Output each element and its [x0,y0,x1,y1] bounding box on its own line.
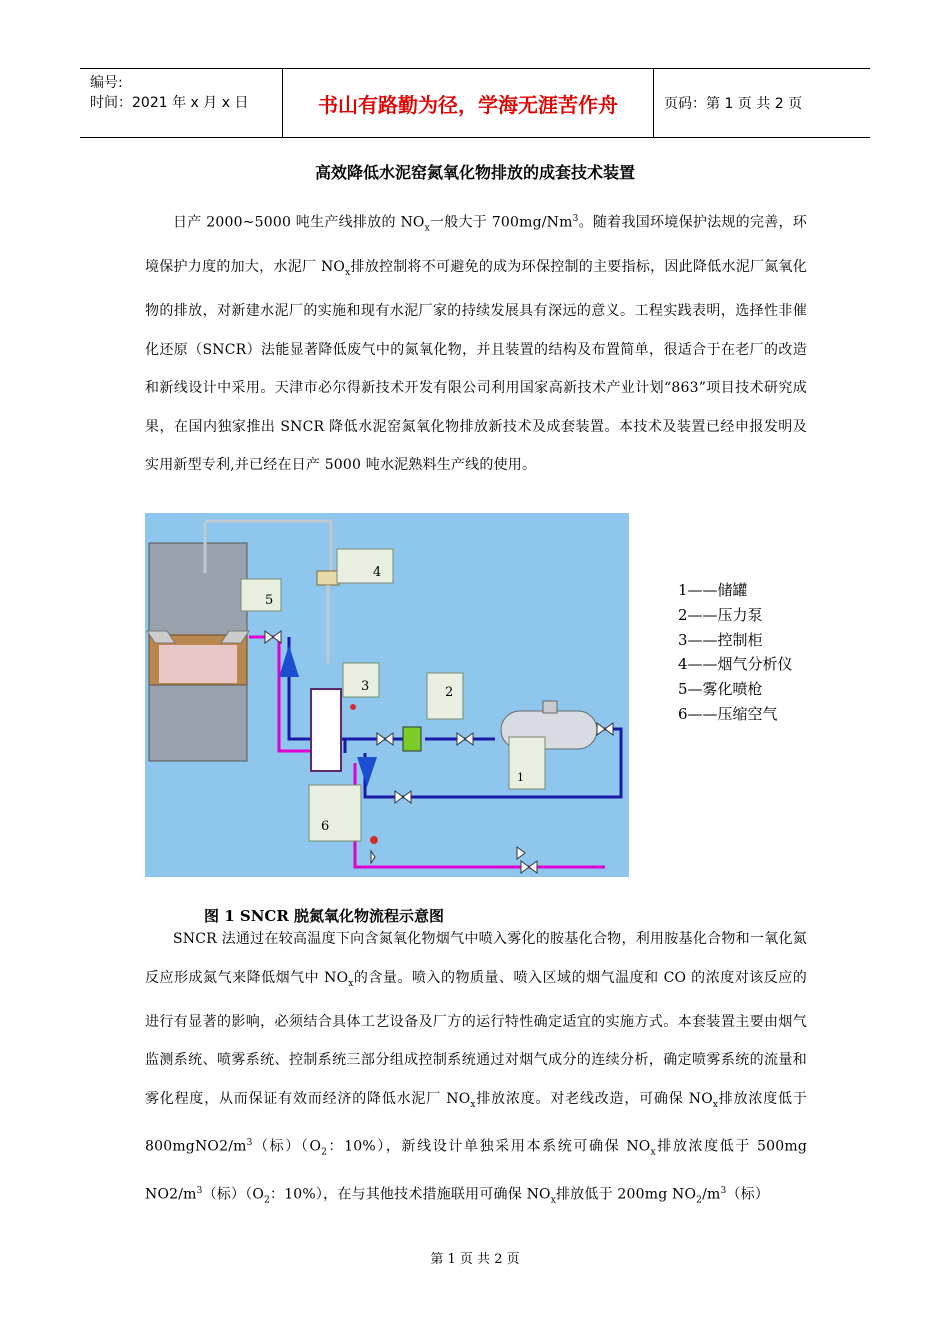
figure-label-4: 4 [373,565,382,580]
legend-item: 5—雾化喷枪 [678,680,763,699]
legend-item: 2——压力泵 [678,605,763,624]
page-footer: 第 1 页 共 2 页 [430,1252,520,1267]
page-header [80,68,870,138]
figure-caption: 图 1 SNCR 脱氮氧化物流程示意图 [204,907,445,925]
tower-upper [149,543,247,635]
doc-title: 高效降低水泥窑氮氧化物排放的成套技术装置 [314,163,635,182]
figure-label-6: 6 [321,819,330,834]
paragraph-sncr: SNCR 法通过在较高温度下向含氮氧化物烟气中喷入雾化的胺基化合物，利用胺基化合物和一氧化氮反应形成氮气来降低烟气中 $NO_x$的含量。喷入的物质量、喷入区域的烟气温度和 CO 的浓度对该反应的进行有显著的影响，必须结合具体工艺设备及厂方的运行特性确定适宜的实施方式。本套装置主要由烟气监测系统、喷雾系统、控制系统三部分组成控制系统通过对烟气成分的连续分析，确定喷雾系统的流量和雾化程度，从而保证有效而经济的降低水泥厂 $NO_x$排放浓度。对老线改造，可确保 $NO_x$排放浓度低于 $800mgNO2/m^3$（标）（$O_2$：10%），新线设计单独采用本系统可确保 $NO_x$排放浓度低于 500mg $NO2/m^3$（标）（$O_2$：10%），在与其他技术措施联用可确保 $NO_x$排放低于 200mg $NO_2/m^3$（标） [145,931,808,1206]
tower-lower [149,685,247,761]
header-meta [80,69,282,137]
figure-label-3: 3 [361,679,370,694]
figure-label-5: 5 [265,593,274,608]
doc-time-label: 时间：2021 年 x 月 x 日 [90,95,249,111]
legend-item: 3——控制柜 [678,630,763,649]
process-figure [145,513,629,877]
figure-label-1: 1 [517,771,524,784]
legend-item: 6——压缩空气 [678,704,778,723]
pump [403,727,421,751]
process-diagram [145,513,629,877]
paragraph-intro: 日产 2000~5000 吨生产线排放的 $NO_x$一般大于 700mg/Nm$^3$。随着我国环境保护法规的完善，环境保护力度的加大，水泥厂 $NO_x$排放控制将不可避免的成为环保控制的主要指标，因此降低水泥厂氮氧化物的排放，对新建水泥厂的实施和现有水泥厂家的持续发展具有深远的意义。工程实践表明，选择性非催化还原（SNCR）法能显著降低废气中的氮氧化物，并且装置的结构及布置简单，很适合于在老厂的改造和新线设计中采用。天津市必尔得新技术开发有限公司利用国家高新技术产业计划“863”项目技术研究成果，在国内独家推出 SNCR 降低水泥窑氮氧化物排放新技术及成套装置。本技术及装置已经申报发明及实用新型专利,并已经在日产 5000 吨水泥熟料生产线的使用。 [145,214,807,474]
control-cabinet [311,689,341,771]
figure-label-2: 2 [445,685,454,700]
header-page-code: 页码：第 1 页 共 2 页 [664,96,803,112]
figure-legend [678,578,793,727]
legend-item: 4——烟气分析仪 [678,655,793,674]
header-motto: 书山有路勤为径，学海无涯苦作舟 [282,69,654,137]
legend-item: 1——储罐 [678,581,748,599]
doc-number-label: 编号: [90,75,123,91]
